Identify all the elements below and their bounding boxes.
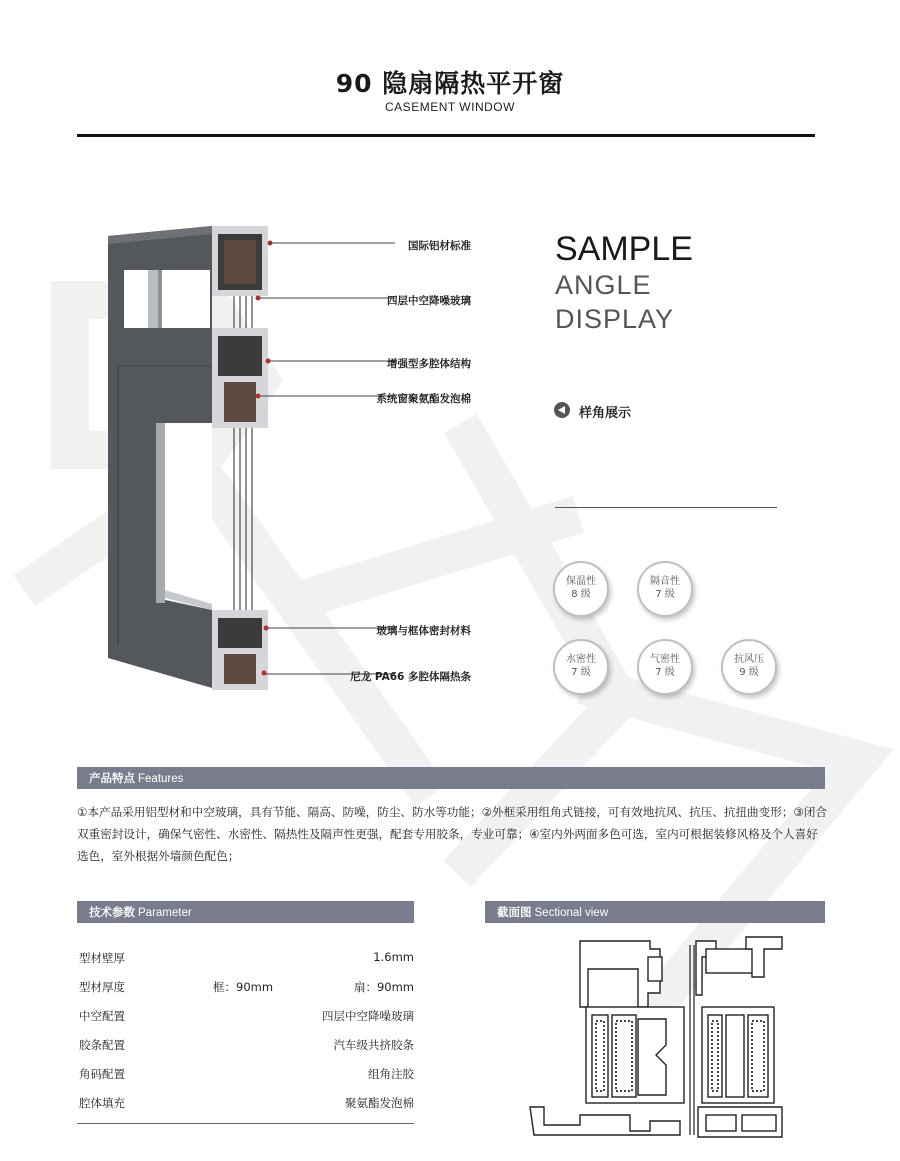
sample-heading: SAMPLE bbox=[555, 230, 693, 268]
param-value: 扇：90mm bbox=[353, 980, 414, 994]
features-title-zh: 产品特点 bbox=[89, 771, 135, 785]
param-name: 型材厚度 bbox=[79, 980, 125, 994]
badge-watertight-name: 水密性 bbox=[566, 654, 596, 665]
callout-insulated-glass: 四层中空降噪玻璃 bbox=[387, 295, 471, 307]
param-name: 型材壁厚 bbox=[79, 951, 125, 965]
badge-sound bbox=[637, 561, 693, 617]
badge-insulation-name: 保温性 bbox=[566, 576, 596, 587]
title-rule bbox=[77, 134, 815, 137]
sectional-drawing bbox=[520, 935, 790, 1145]
param-name: 角码配置 bbox=[79, 1067, 125, 1081]
callout-lines bbox=[255, 235, 395, 695]
param-rule bbox=[77, 1123, 414, 1124]
features-title-en: Features bbox=[138, 773, 184, 785]
badge-airtight bbox=[637, 639, 693, 695]
badge-airtight-name: 气密性 bbox=[650, 654, 680, 665]
param-name: 胶条配置 bbox=[79, 1038, 125, 1052]
callout-seal: 玻璃与框体密封材料 bbox=[376, 625, 471, 637]
param-mid: 框：90mm bbox=[213, 980, 274, 994]
badge-airtight-grade: 7 级 bbox=[655, 667, 675, 678]
sample-angle-label: 样角展示 bbox=[579, 406, 632, 421]
badge-insulation bbox=[553, 561, 609, 617]
badge-insulation-grade: 8 级 bbox=[571, 589, 591, 600]
param-value: 聚氨酯发泡棉 bbox=[345, 1096, 414, 1110]
param-row bbox=[77, 1008, 414, 1037]
param-row bbox=[77, 979, 414, 1008]
section-bar bbox=[485, 901, 825, 923]
page-title: 90 隐扇隔热平开窗 bbox=[335, 69, 565, 98]
badge-wind-pressure-name: 抗风压 bbox=[734, 654, 764, 665]
parameter-title-zh: 技术参数 bbox=[89, 905, 135, 919]
callout-multi-cavity: 增强型多腔体结构 bbox=[387, 358, 471, 370]
param-row bbox=[77, 1037, 414, 1066]
param-row bbox=[77, 1066, 414, 1095]
param-value: 四层中空降噪玻璃 bbox=[322, 1009, 414, 1023]
callout-thermal-break: 尼龙 PA66 多腔体隔热条 bbox=[350, 671, 471, 683]
param-value: 汽车级共挤胶条 bbox=[333, 1038, 414, 1052]
param-value: 组角注胶 bbox=[368, 1067, 414, 1081]
param-row bbox=[77, 950, 414, 979]
callout-aluminium-standard: 国际铝材标准 bbox=[408, 240, 471, 252]
play-left-icon bbox=[554, 402, 570, 418]
badge-sound-grade: 7 级 bbox=[655, 589, 675, 600]
param-name: 中空配置 bbox=[79, 1009, 125, 1023]
section-title-en: Sectional view bbox=[534, 907, 609, 919]
page-subtitle: CASEMENT WINDOW bbox=[385, 100, 515, 114]
features-text: ①本产品采用铝型材和中空玻璃，具有节能、隔高、防噪，防尘、防水等功能；②外框采用组角式链接，可有效地抗风、抗压、抗扭曲变形；③闭合双重密封设计，确保气密性、水密性、隔热性及隔声性更强，配套专用胶条，专业可靠；④室内外两面多色可选，室内可根据装修风格及个人喜好选色，室外根据外墙颜色配色； bbox=[77, 805, 827, 863]
badge-wind-pressure-grade: 9 级 bbox=[739, 667, 759, 678]
parameter-title-en: Parameter bbox=[138, 907, 192, 919]
badge-sound-name: 隔音性 bbox=[650, 576, 680, 587]
param-row bbox=[77, 1095, 414, 1124]
badge-wind-pressure bbox=[721, 639, 777, 695]
section-title-zh: 截面图 bbox=[497, 905, 532, 919]
features-bar bbox=[77, 767, 825, 789]
param-value: 1.6mm bbox=[373, 950, 414, 964]
window-profile-render bbox=[100, 218, 280, 698]
sample-rule bbox=[555, 507, 777, 508]
callout-foam: 系统窗聚氨酯发泡棉 bbox=[376, 393, 471, 405]
badge-watertight bbox=[553, 639, 609, 695]
sample-heading-line3: DISPLAY bbox=[555, 304, 675, 334]
badge-watertight-grade: 7 级 bbox=[571, 667, 591, 678]
sample-heading-line2: ANGLE bbox=[555, 270, 652, 300]
param-name: 腔体填充 bbox=[79, 1096, 125, 1110]
parameter-bar bbox=[77, 901, 414, 923]
